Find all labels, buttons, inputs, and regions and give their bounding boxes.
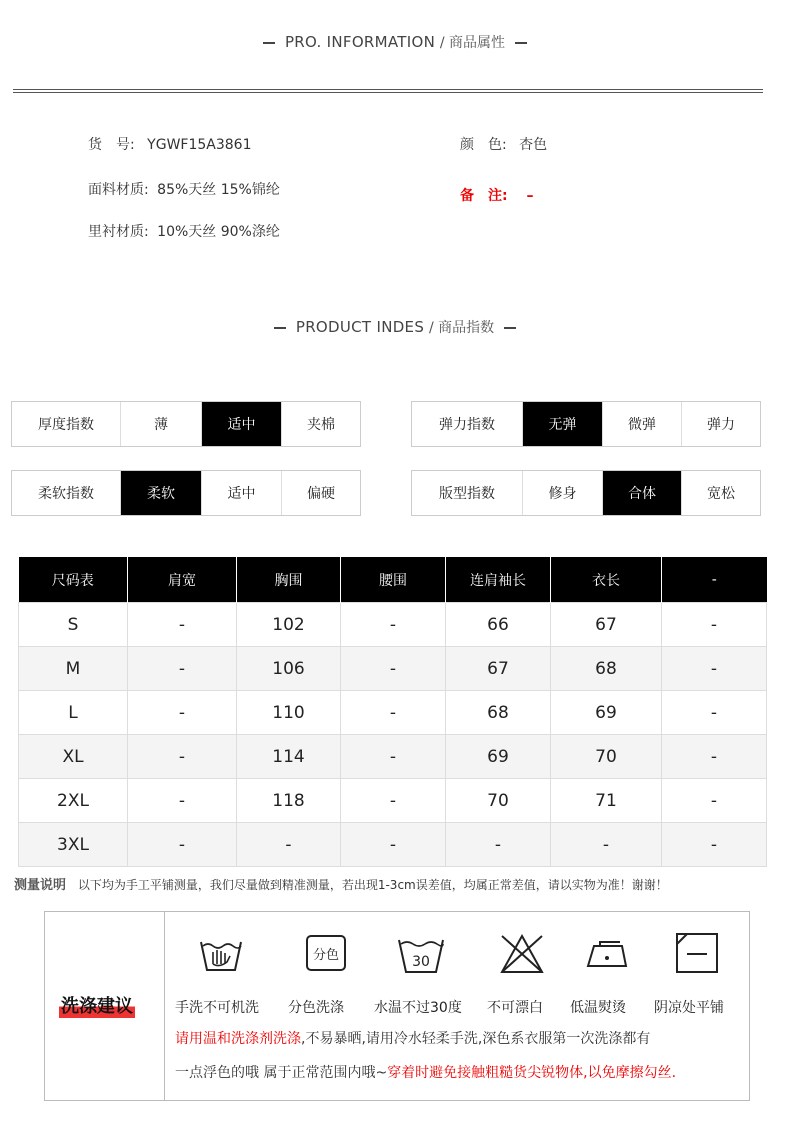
section-title-en: PRODUCT INDES: [295, 318, 425, 336]
elasticity-index: [411, 401, 761, 447]
table-cell: -: [662, 735, 767, 779]
table-cell: -: [128, 603, 237, 647]
table-cell: -: [237, 823, 341, 867]
table-row: [19, 779, 767, 823]
table-cell: -: [341, 735, 446, 779]
column-header: 衣长: [551, 557, 662, 603]
index-option: 修身: [523, 471, 603, 515]
table-cell: 68: [446, 691, 551, 735]
wash-caption: 低温熨烫: [570, 1000, 626, 1016]
index-option-selected: 适中: [202, 402, 282, 446]
table-header-row: [19, 557, 767, 603]
table-cell: 114: [237, 735, 341, 779]
column-header: 肩宽: [128, 557, 237, 603]
table-cell: -: [128, 735, 237, 779]
table-cell: 66: [446, 603, 551, 647]
note-value: –: [526, 188, 534, 204]
table-cell: 69: [551, 691, 662, 735]
separate-color-icon-text: 分色: [312, 948, 340, 963]
wash-instructions: [44, 911, 750, 1101]
note-label: 备 注:: [460, 188, 508, 204]
no-bleach-icon: [498, 932, 546, 976]
index-option: 偏硬: [307, 486, 335, 502]
table-row: [19, 735, 767, 779]
measure-note-text: 以下均为手工平铺测量，我们尽量做到精准测量，若出现1-3cm误差值，均属正常差值，请以实物为准！谢谢！: [77, 878, 668, 892]
wash-note-line-2: [175, 1062, 676, 1082]
table-row: [19, 603, 767, 647]
table-cell: -: [341, 823, 446, 867]
table-row: [19, 823, 767, 867]
sku-value: YGWF15A3861: [147, 137, 252, 153]
divider: [13, 89, 763, 90]
index-option-selected: 柔软: [121, 471, 202, 515]
table-cell: -: [128, 823, 237, 867]
index-option-selected: 无弹: [523, 402, 603, 446]
index-option-selected: 合体: [603, 471, 682, 515]
table-cell: 106: [237, 647, 341, 691]
divider: [13, 92, 763, 93]
table-cell: L: [19, 691, 128, 735]
column-header: 腰围: [341, 557, 446, 603]
fabric-label: 面料材质:: [88, 182, 149, 198]
column-header: -: [662, 557, 767, 603]
section-title-en: PRO. INFORMATION: [284, 33, 436, 51]
table-cell: -: [446, 823, 551, 867]
color-label: 颜 色:: [460, 137, 507, 153]
column-header: 连肩袖长: [446, 557, 551, 603]
sku-row: [88, 134, 252, 154]
hand-wash-icon: [197, 932, 245, 976]
color-row: [460, 134, 547, 154]
fabric-row: [88, 179, 280, 199]
lining-value: 10%天丝 90%涤纶: [157, 224, 280, 240]
table-cell: M: [19, 647, 128, 691]
lining-label: 里衬材质:: [88, 224, 149, 240]
index-option: 夹棉: [307, 417, 335, 433]
table-cell: 102: [237, 603, 341, 647]
table-cell: 67: [551, 603, 662, 647]
table-cell: 68: [551, 647, 662, 691]
table-cell: -: [662, 779, 767, 823]
table-cell: -: [128, 691, 237, 735]
table-cell: -: [341, 779, 446, 823]
table-cell: 3XL: [19, 823, 128, 867]
wash-caption: 水温不过30度: [374, 1000, 462, 1016]
table-cell: -: [341, 691, 446, 735]
wash-caption: 手洗不可机洗: [175, 1000, 259, 1016]
table-cell: 70: [446, 779, 551, 823]
table-cell: 2XL: [19, 779, 128, 823]
wash-title: 洗涤建议: [59, 992, 135, 1018]
wash-30-icon: [397, 932, 445, 976]
table-cell: -: [341, 647, 446, 691]
table-cell: S: [19, 603, 128, 647]
table-cell: 118: [237, 779, 341, 823]
wash-note-text: ,不易暴晒,请用冷水轻柔手洗,深色系衣服第一次洗涤都有: [301, 1031, 651, 1047]
measure-note-heading: 测量说明: [14, 878, 67, 893]
index-label: 厚度指数: [12, 402, 121, 446]
wash-note-text: 一点浮色的哦 属于正常范围内哦~: [175, 1065, 388, 1081]
shade-dry-icon: [673, 932, 721, 976]
index-option: 适中: [202, 471, 282, 515]
table-cell: -: [128, 647, 237, 691]
wash-caption: 阴凉处平铺: [654, 1000, 724, 1016]
color-value: 杏色: [519, 137, 548, 153]
table-cell: -: [662, 823, 767, 867]
index-option: 宽松: [707, 486, 735, 502]
table-cell: -: [662, 603, 767, 647]
table-cell: 67: [446, 647, 551, 691]
table-cell: 69: [446, 735, 551, 779]
table-cell: -: [128, 779, 237, 823]
table-cell: 71: [551, 779, 662, 823]
index-label: 弹力指数: [412, 402, 523, 446]
section-title-pro-information: [0, 32, 790, 52]
note-row: [460, 185, 533, 205]
index-option: 微弹: [603, 402, 682, 446]
sku-label: 货 号:: [88, 137, 135, 153]
separate-color-icon: [303, 932, 351, 976]
table-row: [19, 647, 767, 691]
table-cell: -: [662, 691, 767, 735]
low-iron-icon: [582, 932, 630, 976]
wash-note-red: 穿着时避免接触粗糙货尖锐物体,以免摩擦勾丝.: [387, 1065, 677, 1081]
softness-index: [11, 470, 361, 516]
measure-note: [14, 874, 668, 893]
table-cell: -: [551, 823, 662, 867]
fabric-value: 85%天丝 15%锦纶: [157, 182, 280, 198]
table-cell: 70: [551, 735, 662, 779]
section-title-cn: / 商品属性: [439, 35, 506, 51]
wash-note-red: 请用温和洗涤剂洗涤: [175, 1031, 301, 1047]
column-header: 胸围: [237, 557, 341, 603]
index-label: 版型指数: [412, 471, 523, 515]
fit-index: [411, 470, 761, 516]
wash-30-icon-text: 30: [412, 954, 430, 970]
column-header: 尺码表: [19, 557, 128, 603]
section-title-cn: / 商品指数: [428, 320, 495, 336]
index-option: 薄: [121, 402, 202, 446]
size-table: [18, 557, 767, 867]
table-row: [19, 691, 767, 735]
table-cell: -: [341, 603, 446, 647]
table-cell: 110: [237, 691, 341, 735]
table-cell: XL: [19, 735, 128, 779]
wash-title-cell: [45, 912, 165, 1100]
index-option: 弹力: [707, 417, 735, 433]
section-title-product-indes: [0, 317, 790, 337]
wash-note-line-1: [175, 1028, 650, 1048]
lining-row: [88, 221, 280, 241]
wash-caption: 不可漂白: [487, 1000, 543, 1016]
wash-caption: 分色洗涤: [288, 1000, 344, 1016]
index-label: 柔软指数: [12, 471, 121, 515]
table-cell: -: [662, 647, 767, 691]
thickness-index: [11, 401, 361, 447]
